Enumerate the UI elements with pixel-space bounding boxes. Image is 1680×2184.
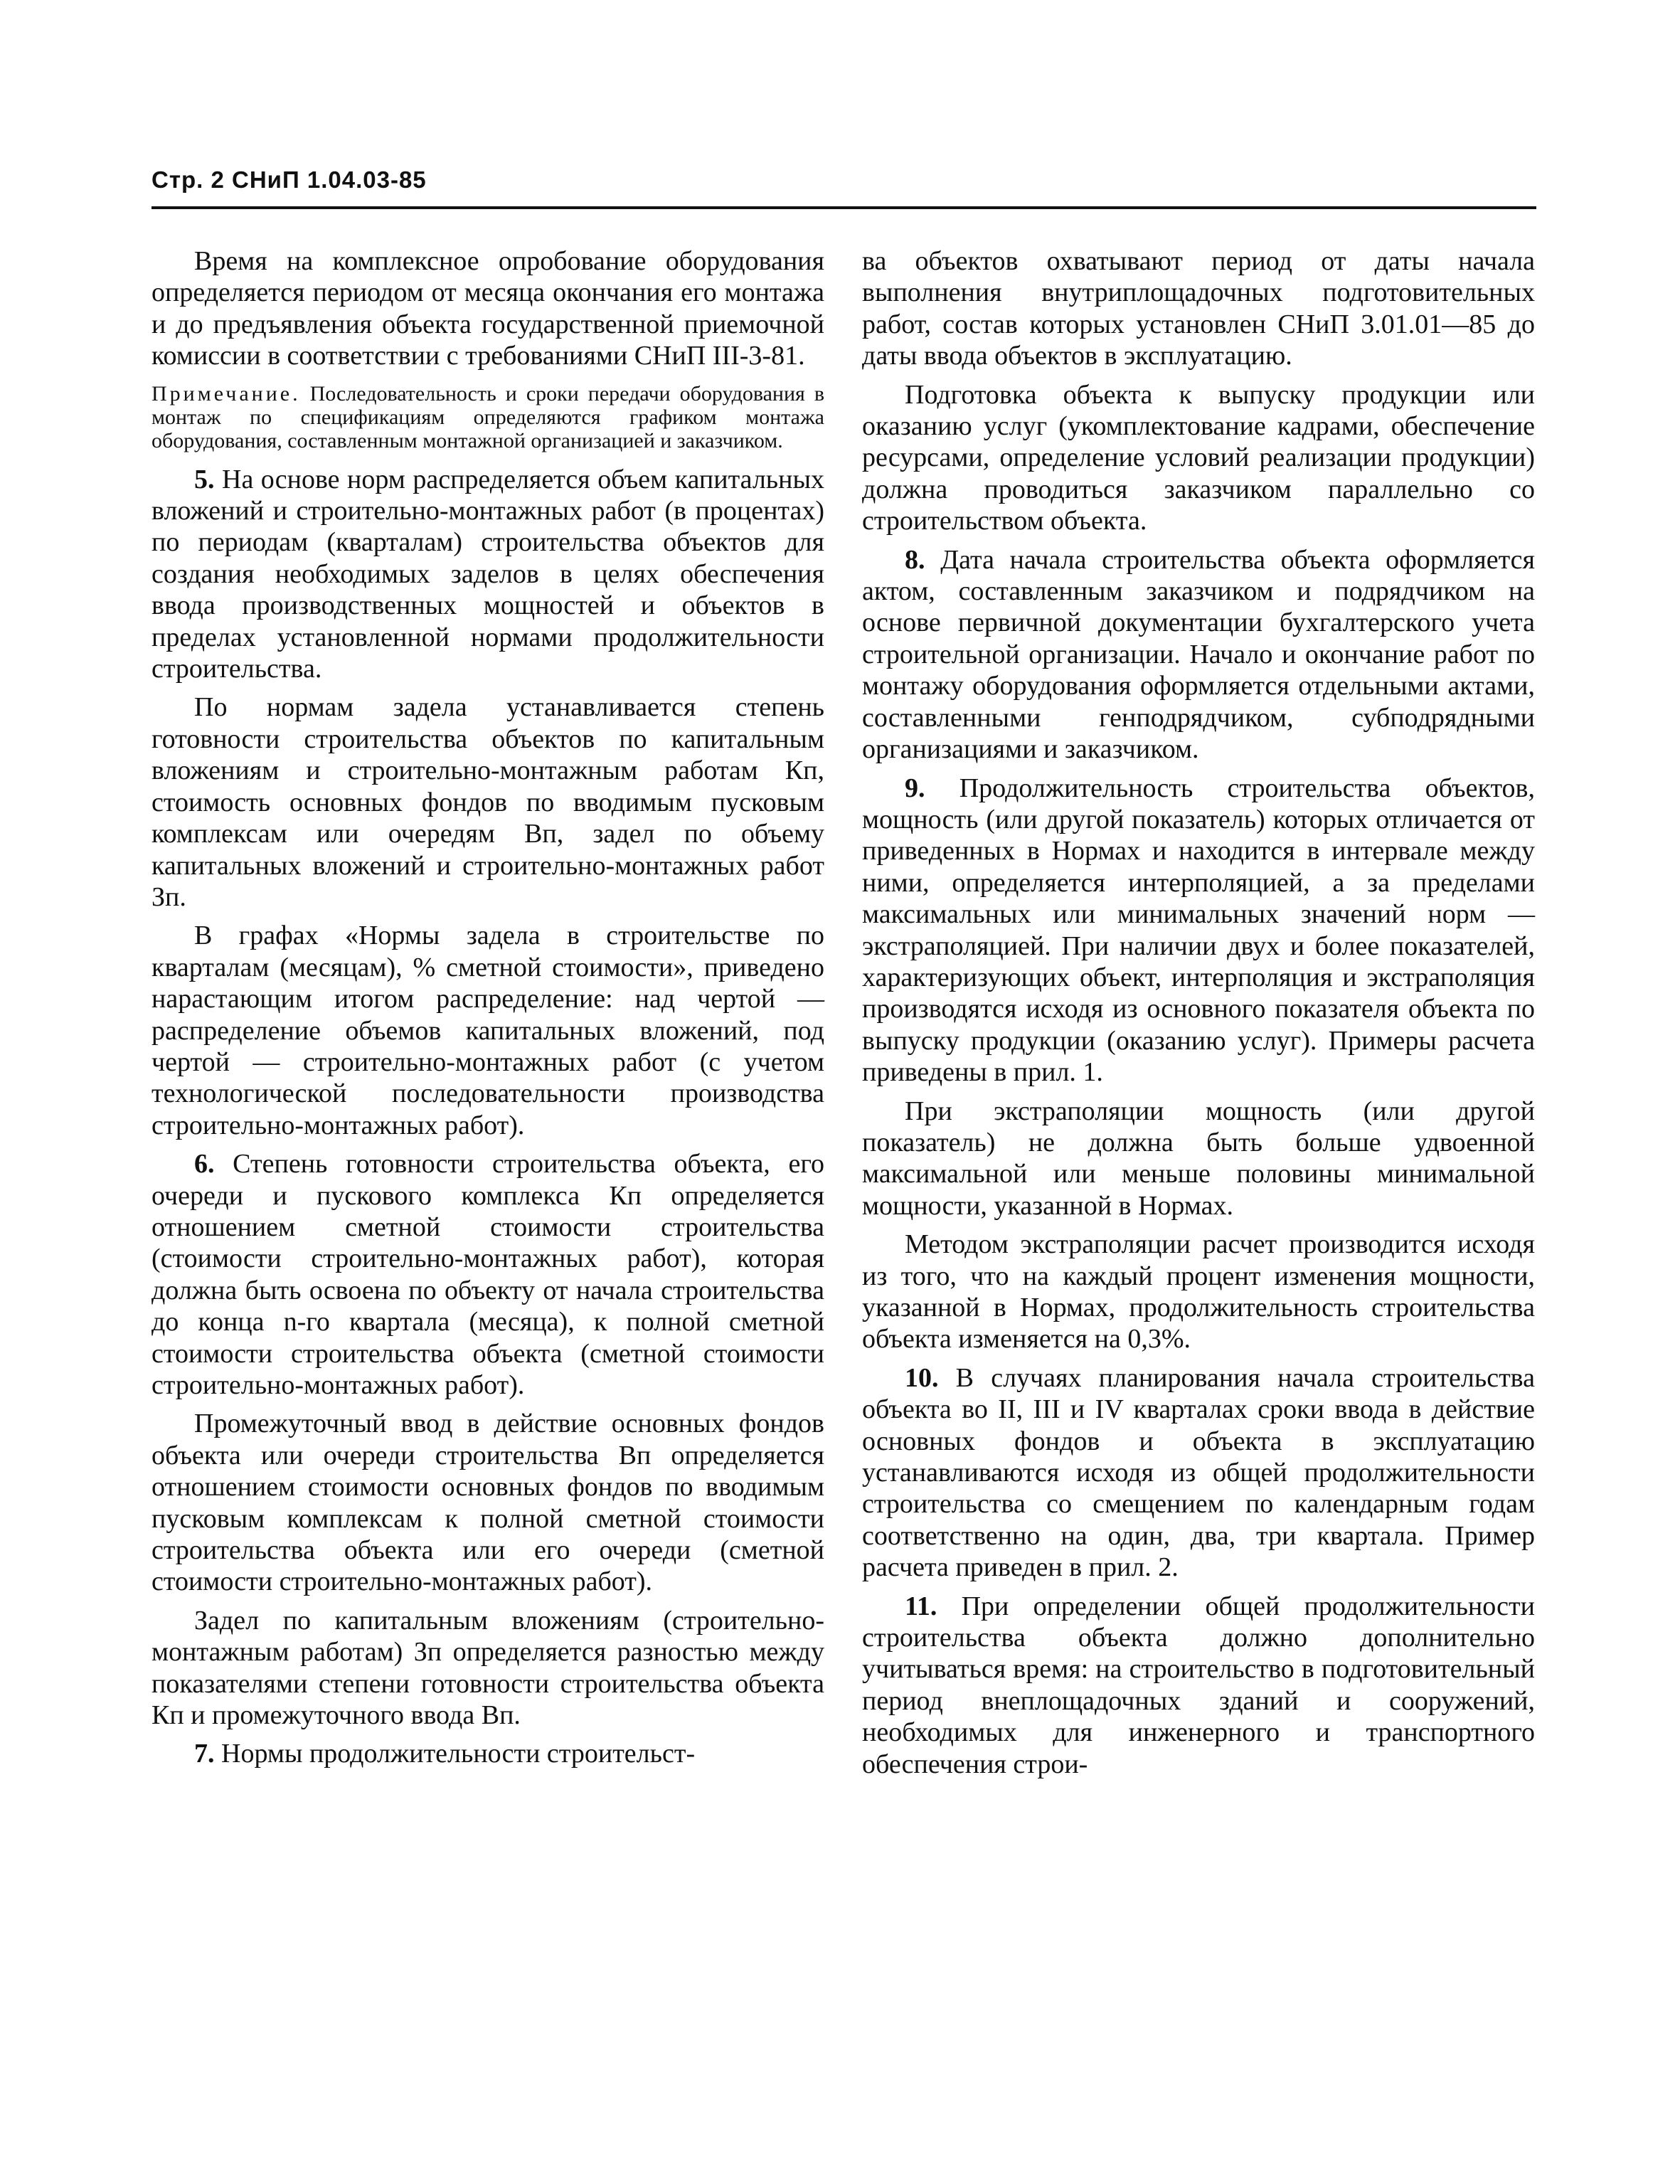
paragraph-commissioning-time: Время на комплексное опробование оборудования определяется периодом от месяца окончания его монтажа и до предъявления объекта государственной приемочной комиссии в соответствии с требованиями СНиП III-3-81. [151,246,824,371]
paragraph-extrapolation-method: Методом экстраполяции расчет производится исходя из того, что на каждый процент изменения мощности, указанной в Нормах, продолжительность строительства объекта изменяется на 0,3%. [862,1229,1535,1355]
section-9-text: Продолжительность строительства объектов, мощность (или другой показатель) которых отличается от приведенных в Нормах и находится в интервале между ними, определяется интерполяцией, а за пределами максимальных или минимальных значений норм — экстраполяцией. При наличии двух и более показателей, характеризующих объект, интерполяция и экстраполяция производятся исходя из основного показателя объекта по выпуску продукции (оказанию услуг). Примеры расчета приведены в прил. 1. [862,773,1535,1088]
paragraph-intermediate-input: Промежуточный ввод в действие основных фондов объекта или очереди строительства Вп определяется отношением стоимости основных фондов по вводимым пусковым комплексам к полной сметной стоимости строительства объекта или его очереди (сметной стоимости строительно-монтажных работ). [151,1409,824,1597]
page-header-title: Стр. 2 СНиП 1.04.03-85 [151,166,427,193]
paragraph-capital-reserve: Задел по капитальным вложениям (строительно-монтажным работам) Зп определяется разностью между показателями степени готовности строительства объекта Кп и промежуточного ввода Вп. [151,1605,824,1731]
left-column [151,245,824,1777]
paragraph-production-preparation: Подготовка объекта к выпуску продукции или оказанию услуг (укомплектование кадрами, обеспечение ресурсами, определение условий реализации продукции) должна проводиться заказчиком параллельно со строительством объекта. [862,379,1535,536]
section-number-8: 8. [905,544,925,575]
right-column [862,245,1535,1787]
note-text: Последовательность и сроки передачи оборудования в монтаж по спецификациям определяются графиком монтажа оборудования, составленным монтажной организацией и заказчиком. [151,381,824,452]
page-header [151,165,1536,209]
section-number-10: 10. [905,1362,939,1393]
section-number-6: 6. [194,1149,215,1180]
paragraph-section-6 [151,1148,824,1401]
section-8-text: Дата начала строительства объекта оформляется актом, составленным заказчиком и подрядчиком на основе первичной документации бухгалтерского учета строительной организации. Начало и окончание работ по монтажу оборудования оформляется отдельными актами, составленными генподрядчиком, субподрядными организациями и заказчиком. [862,544,1535,765]
paragraph-section-11 [862,1591,1535,1780]
section-5-text: На основе норм распределяется объем капитальных вложений и строительно-монтажных работ (в процентах) по периодам (кварталам) строительства объектов для создания необходимых заделов в целях обеспечения ввода производственных мощностей и объектов в пределах установленной нормами продолжительности строительства. [151,464,824,684]
paragraph-section-5 [151,464,824,685]
section-number-7: 7. [194,1739,215,1769]
section-6-text: Степень готовности строительства объекта, его очереди и пускового комплекса Кп определяется отношением сметной стоимости строительства (стоимости строительно-монтажных работ), которая должна быть освоена по объекту от начала строительства до конца n-го квартала (месяца), к полной сметной стоимости строительства объекта (сметной стоимости строительно-монтажных работ). [151,1149,824,1400]
note-paragraph [151,382,824,452]
paragraph-reserve-columns: В графах «Нормы задела в строительстве по кварталам (месяцам), % сметной стоимости», приведено нарастающим итогом распределение: над чертой — распределение объемов капитальных вложений, под чертой — строительно-монтажных работ (с учетом технологической последовательности производства строительно-монтажных работ). [151,921,824,1140]
paragraph-section-10 [862,1362,1535,1584]
paragraph-section-7-continued: ва объектов охватывают период от даты начала выполнения внутриплощадочных подготовительных работ, состав которых установлен СНиП 3.01.01—85 до даты ввода объектов в эксплуатацию. [862,246,1535,371]
section-number-11: 11. [905,1591,937,1621]
paragraph-extrapolation-limit: При экстраполяции мощность (или другой показатель) не должна быть больше удвоенной максимальной или меньше половины минимальной мощности, указанной в Нормах. [862,1096,1535,1221]
paragraph-section-9 [862,773,1535,1088]
paragraph-section-8 [862,544,1535,765]
section-number-9: 9. [905,773,925,803]
paragraph-reserve-norms: По нормам задела устанавливается степень готовности строительства объектов по капитальным вложениям и строительно-монтажным работам Кп, стоимость основных фондов по вводимым пусковым комплексам или очередям Вп, задел по объему капитальных вложений и строительно-монтажных работ Зп. [151,692,824,912]
section-7-text: Нормы продолжительности строительст- [214,1739,696,1769]
section-number-5: 5. [194,464,215,494]
section-11-text: При определении общей продолжительности строительства объекта должно дополнительно учитываться время: на строительство в подготовительный период внеплощадочных зданий и сооружений, необходимых для инженерного и транспортного обеспечения строи- [862,1591,1535,1779]
paragraph-section-7 [151,1738,824,1769]
note-label: Примечание. [151,381,301,405]
section-10-text: В случаях планирования начала строительства объекта во II, III и IV кварталах сроки ввода в действие основных фондов и объекта в эксплуатацию устанавливаются исходя из общей продолжительности строительства со смещением по календарным годам соответственно на один, два, три квартала. Пример расчета приведен в прил. 2. [862,1362,1535,1583]
